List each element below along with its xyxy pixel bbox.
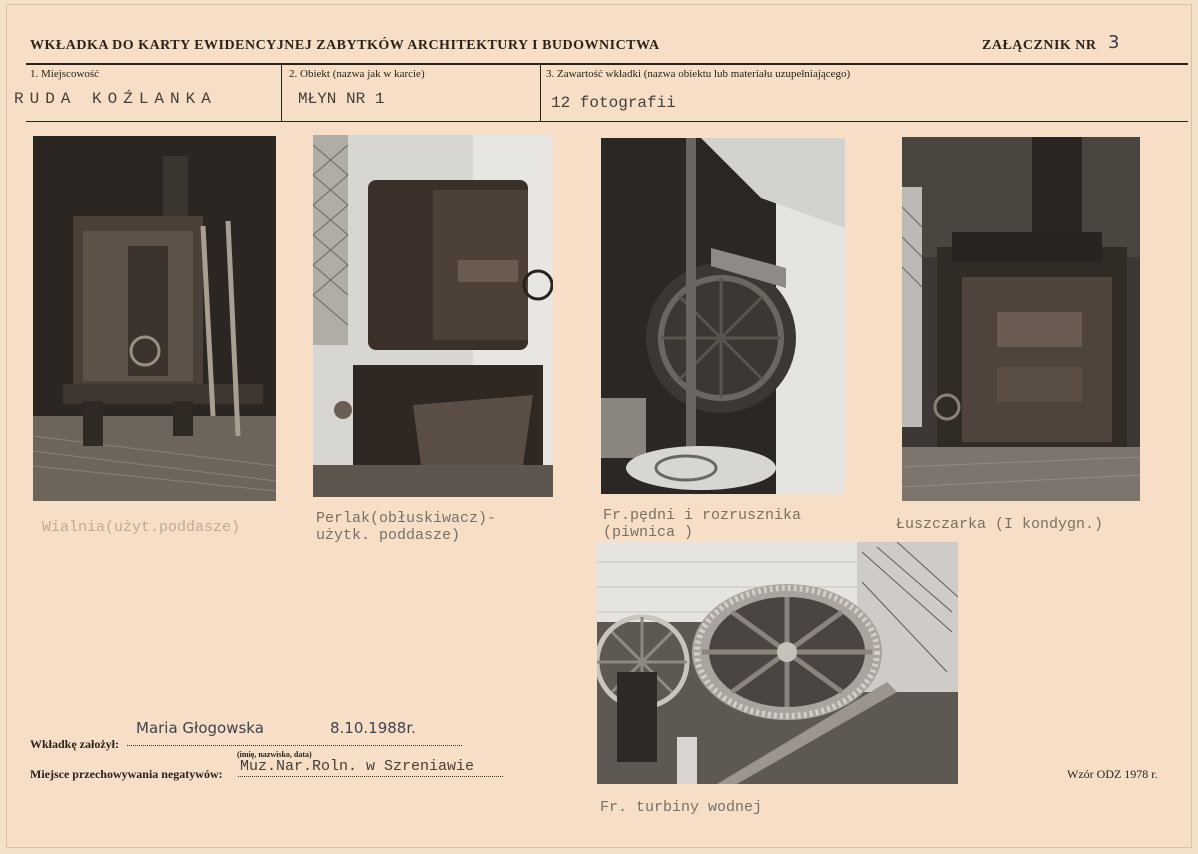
storage-label: Miejsce przechowywania negatywów: xyxy=(30,767,223,781)
made-by-date: 8.10.1988r. xyxy=(330,719,416,737)
form-reference: Wzór ODZ 1978 r. xyxy=(1067,767,1158,781)
attachment-number: 3 xyxy=(1108,32,1120,53)
made-by-name: Maria Głogowska xyxy=(136,719,264,737)
field-divider-1 xyxy=(281,64,282,122)
contents-value: 12 fotografii xyxy=(551,94,676,112)
caption-photo-3-line1: Fr.pędni i rozrusznika xyxy=(603,507,802,524)
storage-value: Muz.Nar.Roln. w Szreniawie xyxy=(240,758,475,775)
caption-photo-2-line1: Perlak(obłuskiwacz)- xyxy=(316,510,497,527)
photo-huller-machine xyxy=(902,137,1140,501)
caption-photo-5: Fr. turbiny wodnej xyxy=(600,799,763,816)
caption-photo-3-line2: (piwnica ) xyxy=(603,524,694,541)
fields-bottom-rule xyxy=(26,121,1188,122)
field-label-object: 2. Obiekt (nazwa jak w karcie) xyxy=(289,68,425,80)
card-title: WKŁADKA DO KARTY EWIDENCYJNEJ ZABYTKÓW ARCHITEKTURY I BUDOWNICTWA xyxy=(30,38,660,53)
object-value: MŁYN NR 1 xyxy=(298,90,385,108)
caption-photo-1: Wialnia(użyt.poddasze) xyxy=(42,519,241,536)
caption-photo-2-line2: użytk. poddasze) xyxy=(316,527,461,544)
attachment-label: ZAŁĄCZNIK NR xyxy=(982,38,1097,53)
field-divider-2 xyxy=(540,64,541,122)
field-label-locality: 1. Miejscowość xyxy=(30,68,100,80)
storage-line xyxy=(238,776,503,777)
locality-value: RUDA KOŹLANKA xyxy=(14,90,217,108)
field-label-contents: 3. Zawartość wkładki (nazwa obiektu lub materiału uzupełniającego) xyxy=(546,68,851,80)
photo-winnowing-machine xyxy=(33,136,276,501)
made-by-line xyxy=(127,745,462,746)
made-by-label: Wkładkę założył: xyxy=(30,737,119,751)
caption-photo-4: Łuszczarka (I kondygn.) xyxy=(896,516,1104,533)
made-by-hint: (imię, nazwisko, data) xyxy=(237,750,312,759)
photo-pearler-machine xyxy=(313,135,553,497)
photo-drive-and-starter xyxy=(601,138,845,494)
header-rule xyxy=(26,63,1188,65)
photo-water-turbine xyxy=(597,542,958,784)
